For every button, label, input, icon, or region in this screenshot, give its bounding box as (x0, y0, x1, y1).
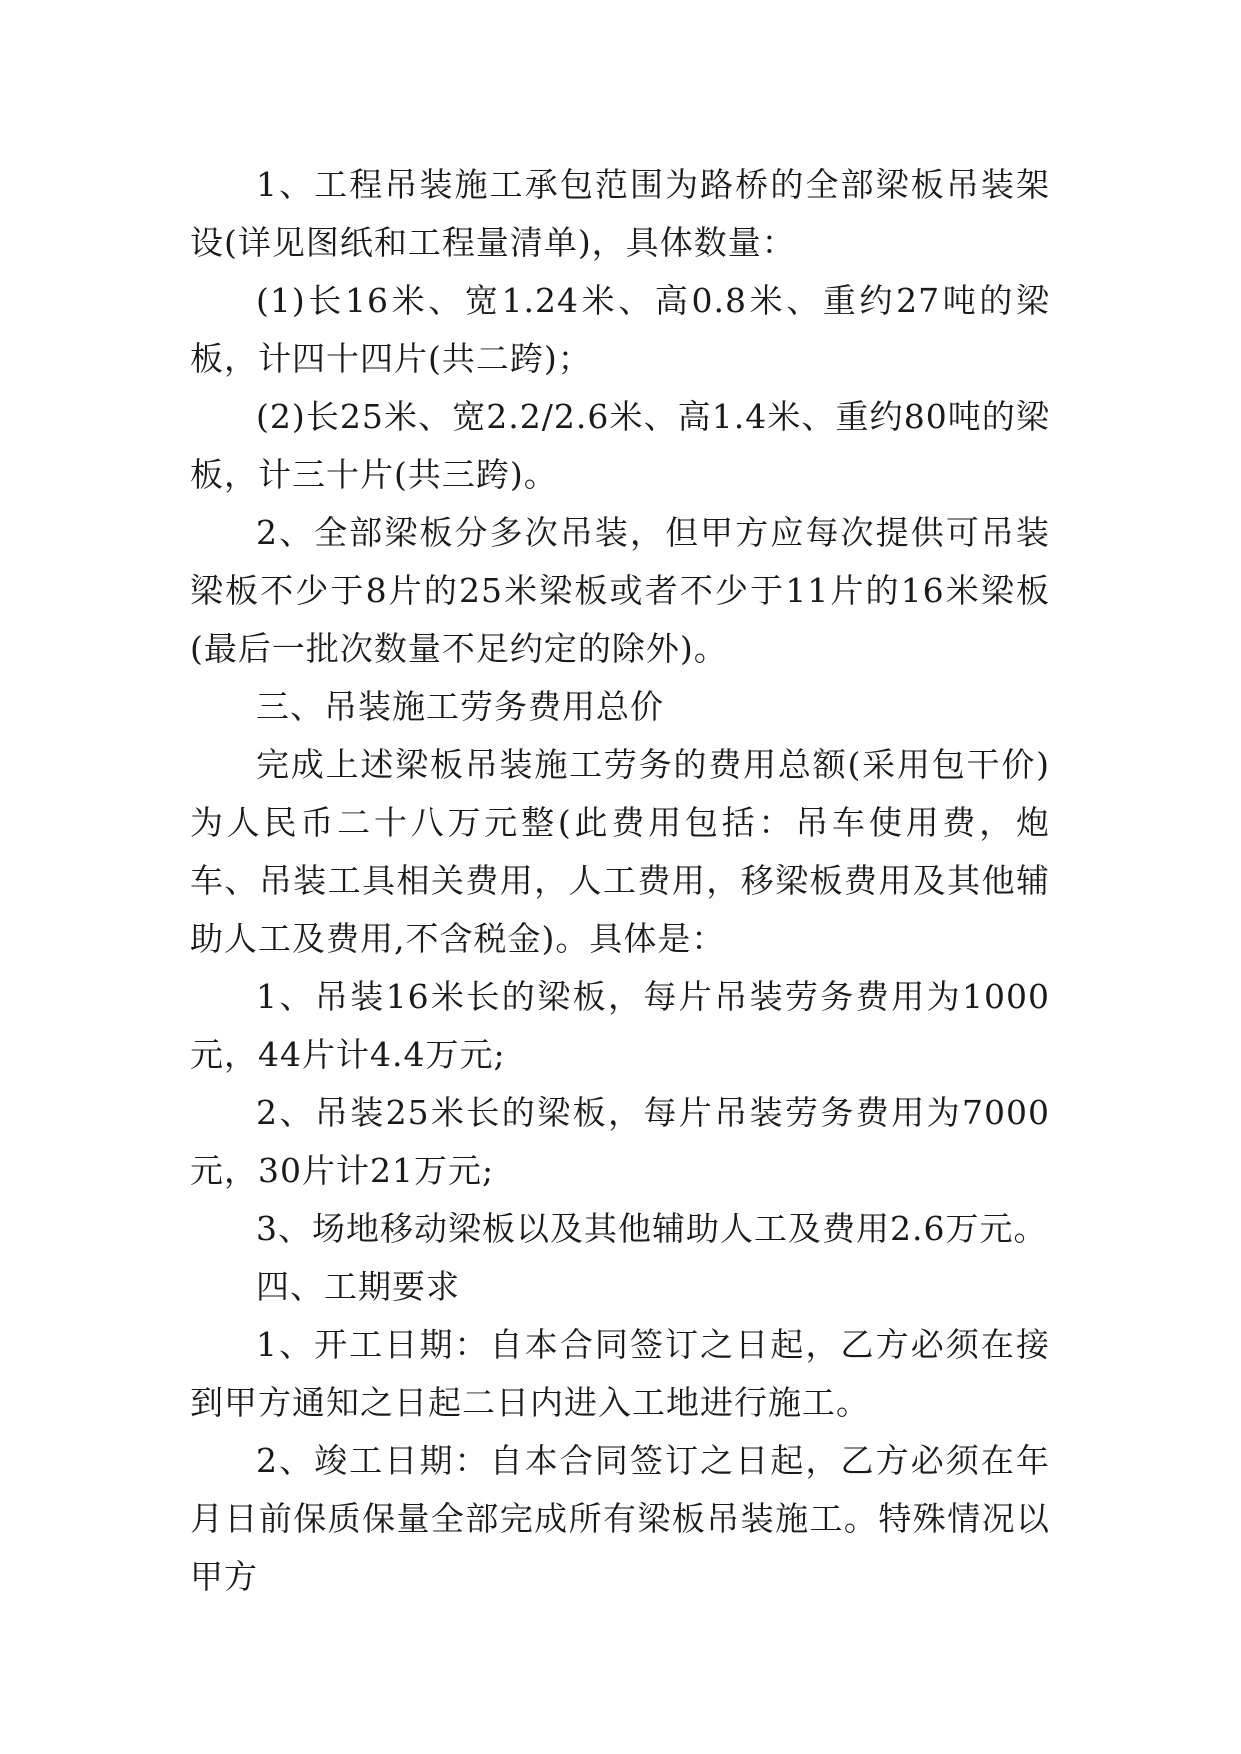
paragraph-fee-16m: 1、吊装16米长的梁板，每片吊装劳务费用为1000元，44片计4.4万元; (190, 977, 1050, 1074)
paragraph-start-date: 1、开工日期：自本合同签订之日起，乙方必须在接到甲方通知之日起二日内进入工地进行施工。 (190, 1325, 1050, 1422)
paragraph-fee-other: 3、场地移动梁板以及其他辅助人工及费用2.6万元。 (256, 1209, 1048, 1248)
paragraph-beam-25m: (2)长25米、宽2.2/2.6米、高1.4米、重约80吨的梁板，计三十片(共三跨)。 (190, 397, 1050, 494)
paragraph-beam-16m: (1)长16米、宽1.24米、高0.8米、重约27吨的梁板，计四十四片(共二跨)； (190, 281, 1050, 378)
section-heading-total-price: 三、吊装施工劳务费用总价 (256, 687, 664, 726)
paragraph-fee-25m: 2、吊装25米长的梁板，每片吊装劳务费用为7000元，30片计21万元; (190, 1093, 1050, 1190)
section-heading-schedule: 四、工期要求 (256, 1267, 460, 1306)
paragraph-total-amount: 完成上述梁板吊装施工劳务的费用总额(采用包干价)为人民币二十八万元整(此费用包括：吊车使用费，炮车、吊装工具相关费用，人工费用，移梁板费用及其他辅助人工及费用,不含税金)。具体是： (190, 745, 1050, 958)
paragraph-scope: 1、工程吊装施工承包范围为路桥的全部梁板吊装架设(详见图纸和工程量清单)，具体数量： (190, 165, 1050, 262)
paragraph-completion-date: 2、竣工日期：自本合同签订之日起，乙方必须在年月日前保质保量全部完成所有梁板吊装施工。特殊情况以甲方 (190, 1441, 1050, 1596)
document-body (190, 156, 1050, 1606)
paragraph-batch-lifting: 2、全部梁板分多次吊装，但甲方应每次提供可吊装梁板不少于8片的25米梁板或者不少于11片的16米梁板(最后一批次数量不足约定的除外)。 (190, 513, 1050, 668)
